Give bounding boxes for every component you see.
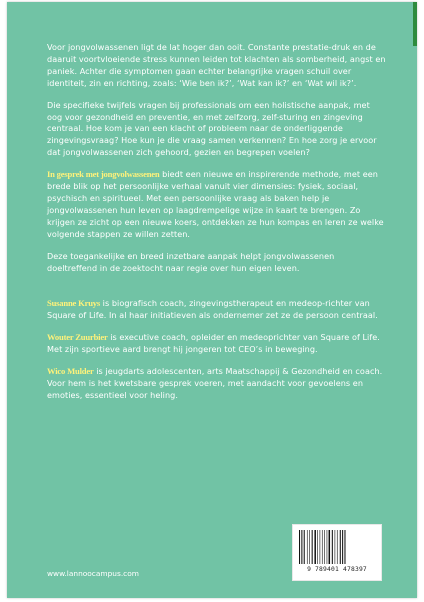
isbn-digits: 9 789401 478397 [307,566,367,573]
barcode-bar [312,530,313,564]
book-title-highlight: In gesprek met jongvolwassenen [47,169,160,180]
barcode-bar [342,530,343,564]
author-name: Wouter Zuurbier [47,332,108,343]
author-bio [47,332,387,356]
barcode-bar [307,530,308,564]
author-name: Susanne Kruys [47,298,101,309]
barcode-bar [322,530,323,564]
author-bio [47,298,387,322]
barcode-bar [337,530,338,564]
barcode-bar [314,530,316,564]
publisher-website-link[interactable]: www.lannoocampus.com [47,569,139,578]
questions-paragraph: Die specifieke twijfels vragen bij professionals om een holistische aanpak, met oog voor gezondheid en preventie, en met zelfzorg, zelf-sturing en zingeving centraal. Hoe kom je van een klacht of probleem naar de onderliggende zingevingsvraag? Hoe kun je die vraag samen verkennen? En hoe zorg je ervoor dat jongvolwassenen zich gehoord, gezien en begrepen voelen? [47,99,377,158]
barcode-bar [301,530,302,564]
barcode-bar [329,530,331,564]
author-description: is executive coach, opleider en medeoprichter van Square of Life. Met zijn sportieve aard brengt hij jongeren tot CEO’s in beweging. [47,332,380,355]
closing-paragraph: Deze toegankelijke en breed inzetbare aanpak helpt jongvolwassenen doeltreffend in de zoektocht naar regie over hun eigen leven. [47,250,335,273]
barcode-bar [335,530,336,564]
author-name: Wico Mulder [47,366,94,377]
intro-paragraph: Voor jongvolwassenen ligt de lat hoger dan ooit. Constante prestatie-druk en de daaruit voortvloeiende stress kunnen leiden tot klachten als somberheid, angst en paniek. Achter die symptomen gaan echter belangrijke vragen schuil over identiteit, zin en richting, zoals: ‘Wie ben ik?’, ‘Wat kan ik?’ en ‘Wat wil ik?’. [47,42,386,88]
method-paragraph [47,169,387,240]
barcode-bar [304,530,305,564]
barcode-bar [324,530,325,564]
barcode-bar [340,530,341,564]
barcode-bar [344,530,345,564]
isbn-barcode [292,524,382,581]
barcode-bar [317,530,318,564]
author-description: is biografisch coach, zingevingstherapeut en medeop-richter van Square of Life. In al haar initiatieven als ondernemer zet ze de persoon centraal. [47,298,378,321]
barcode-bar [320,530,321,564]
blurb-text [47,42,387,412]
author-bio [47,366,387,402]
accent-bar [413,2,417,46]
barcode-bar [309,530,310,564]
barcode-bar [299,530,300,564]
barcode-bar [327,530,328,564]
barcode-bars [298,530,376,564]
back-cover [7,2,417,598]
author-description: is jeugdarts adolescenten, arts Maatschappij & Gezondheid en coach. Voor hem is het kwetsbare gesprek voeren, met aandacht voor gevoelens en emoties, essentieel voor heling. [47,366,383,400]
method-text: biedt een nieuwe en inspirerende methode, met een brede blik op het persoonlijke verhaal vanuit vier dimensies: fysiek, sociaal, psychisch en spiritueel. Met een persoonlijke vraag als baken help je jongvolwassenen hun leven op laagdrempelige wijze in kaart te brengen. Zo krijgen ze zicht op een nieuwe koers, ontdekken ze hun kompas en leren ze welke volgende stappen ze willen zetten. [47,169,384,239]
barcode-bar [332,530,333,564]
